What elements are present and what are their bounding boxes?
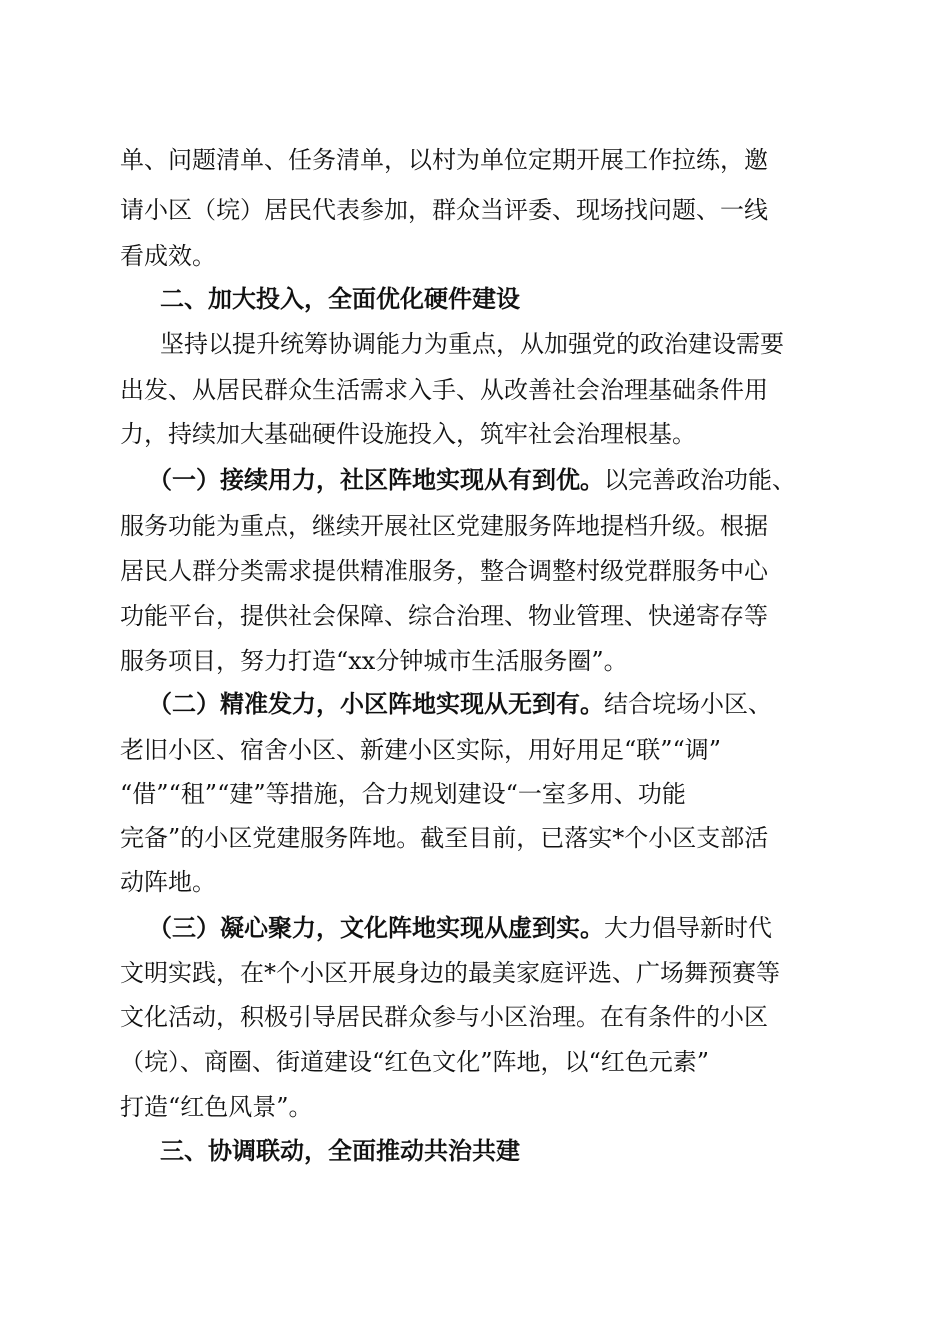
- paragraph-line: 居民人群分类需求提供精准服务，整合调整村级党群服务中心: [120, 557, 768, 585]
- subsection-text: 大力倡导新时代: [604, 914, 772, 942]
- paragraph-line: 坚持以提升统筹协调能力为重点，从加强党的政治建设需要: [160, 330, 784, 358]
- paragraph-line: 功能平台，提供社会保障、综合治理、物业管理、快递寄存等: [120, 602, 768, 630]
- subsection-first-line: [148, 912, 772, 944]
- paragraph-line: 单、问题清单、任务清单，以村为单位定期开展工作拉练，邀: [120, 146, 768, 174]
- paragraph-line: 动阵地。: [120, 868, 216, 896]
- subsection-lead: （二）精准发力，小区阵地实现从无到有。: [148, 689, 604, 718]
- paragraph-line: 文明实践，在*个小区开展身边的最美家庭评选、广场舞预赛等: [120, 959, 780, 987]
- paragraph-line: 服务功能为重点，继续开展社区党建服务阵地提档升级。根据: [120, 512, 768, 540]
- paragraph-line: 老旧小区、宿舍小区、新建小区实际，用好用足“联”“调”: [120, 736, 722, 764]
- paragraph-line: （垸）、商圈、街道建设“红色文化”阵地，以“红色元素”: [120, 1048, 710, 1076]
- paragraph-line: “借”“租”“建”等措施，合力规划建设“一室多用、功能: [120, 780, 686, 808]
- paragraph-line: 力，持续加大基础硬件设施投入，筑牢社会治理根基。: [120, 420, 696, 448]
- subsection-text: 结合垸场小区、: [604, 690, 772, 718]
- subsection-lead: （三）凝心聚力，文化阵地实现从虚到实。: [148, 913, 604, 942]
- subsection-text: 以完善政治功能、: [604, 466, 796, 494]
- section-heading: 三、协调联动，全面推动共治共建: [160, 1137, 520, 1165]
- paragraph-line: 出发、从居民群众生活需求入手、从改善社会治理基础条件用: [120, 376, 768, 404]
- paragraph-line: 服务项目，努力打造“xx分钟城市生活服务圈”。: [120, 647, 628, 675]
- subsection-first-line: [148, 688, 772, 720]
- paragraph-line: 文化活动，积极引导居民群众参与小区治理。在有条件的小区: [120, 1003, 768, 1031]
- paragraph-line: 看成效。: [120, 242, 216, 270]
- section-heading: 二、加大投入，全面优化硬件建设: [160, 285, 520, 313]
- subsection-lead: （一）接续用力，社区阵地实现从有到优。: [148, 465, 604, 494]
- paragraph-line: 完备”的小区党建服务阵地。截至目前，已落实*个小区支部活: [120, 824, 769, 852]
- paragraph-line: 打造“红色风景”。: [120, 1093, 313, 1121]
- subsection-first-line: [148, 464, 796, 496]
- paragraph-line: 请小区（垸）居民代表参加，群众当评委、现场找问题、一线: [120, 196, 768, 224]
